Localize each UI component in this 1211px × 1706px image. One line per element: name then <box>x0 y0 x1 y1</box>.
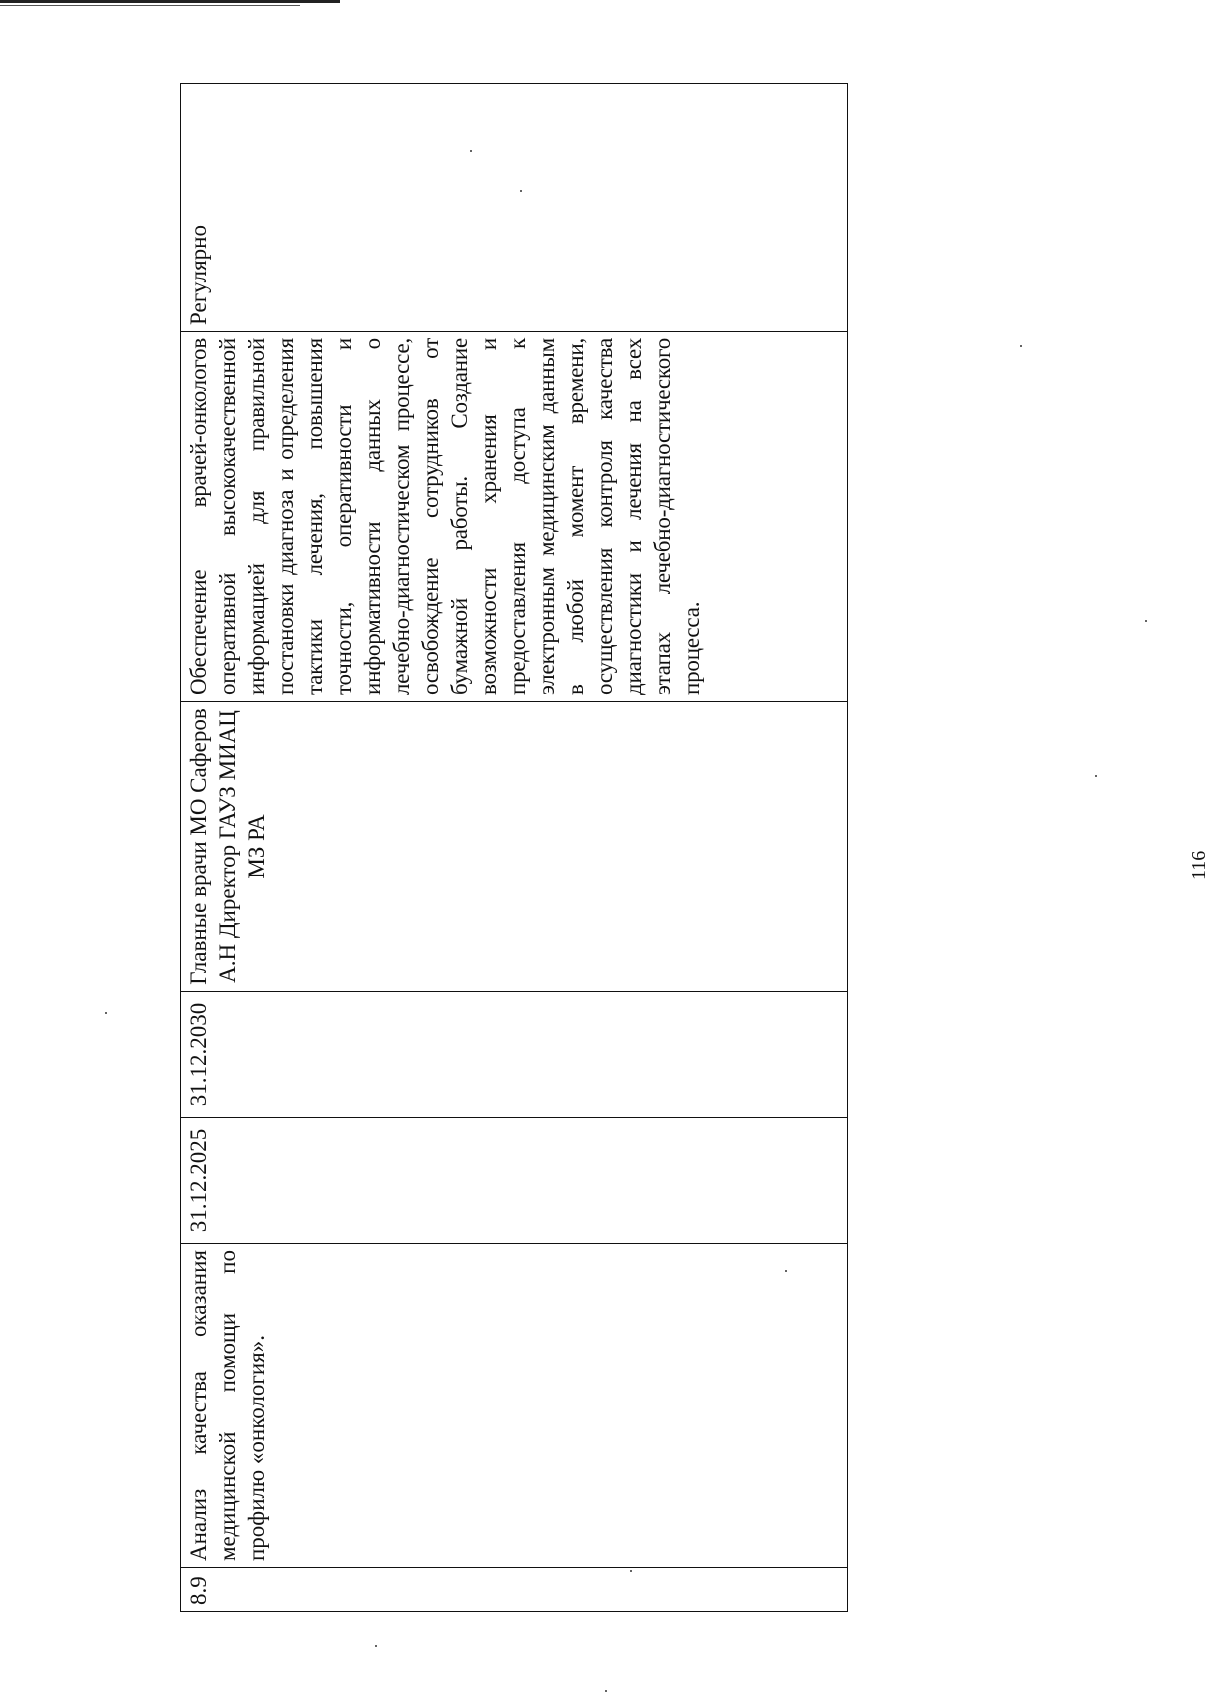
scan-speck <box>605 1690 607 1692</box>
scan-speck <box>630 1570 632 1572</box>
top-border-line <box>0 0 340 3</box>
top-border-line-thin <box>0 5 300 6</box>
scan-speck <box>1095 775 1097 777</box>
page-number: 116 <box>1188 850 1210 880</box>
rotated-table-container <box>180 84 848 1612</box>
scan-speck <box>1020 345 1022 347</box>
responsible-cell: Главные врачи МО Саферов А.Н Директор ГАУЗ МИАЦ МЗ РА <box>181 702 848 992</box>
scan-speck <box>105 1012 107 1014</box>
table-row <box>181 84 848 1612</box>
end-date-cell: 31.12.2030 <box>181 992 848 1118</box>
expected-result-cell: Обеспечение врачей-онкологов оперативной высококачественной информацией для правильной постановки диагноза и определения тактики лечения, повышения точности, оперативности и информативности данных о лечебно-диагностическом процессе, освобождение сотрудников от бумажной работы. Создание возможности хранения и предоставления доступа к электронным медицинским данным в любой момент времени, осуществления контроля качества диагностики и лечения на всех этапах лечебно-диагностического процесса. <box>181 332 848 702</box>
scan-speck <box>785 1270 787 1272</box>
start-date-cell: 31.12.2025 <box>181 1118 848 1244</box>
scan-speck <box>520 190 522 192</box>
periodicity-cell: Регулярно <box>181 84 848 332</box>
scan-speck <box>1145 620 1147 622</box>
activity-table <box>180 83 848 1612</box>
activity-name-cell: Анализ качества оказания медицинской помощи по профилю «онкология». <box>181 1244 848 1568</box>
scan-speck <box>470 150 472 152</box>
scan-speck <box>375 1645 377 1647</box>
row-number-cell: 8.9 <box>181 1568 848 1612</box>
